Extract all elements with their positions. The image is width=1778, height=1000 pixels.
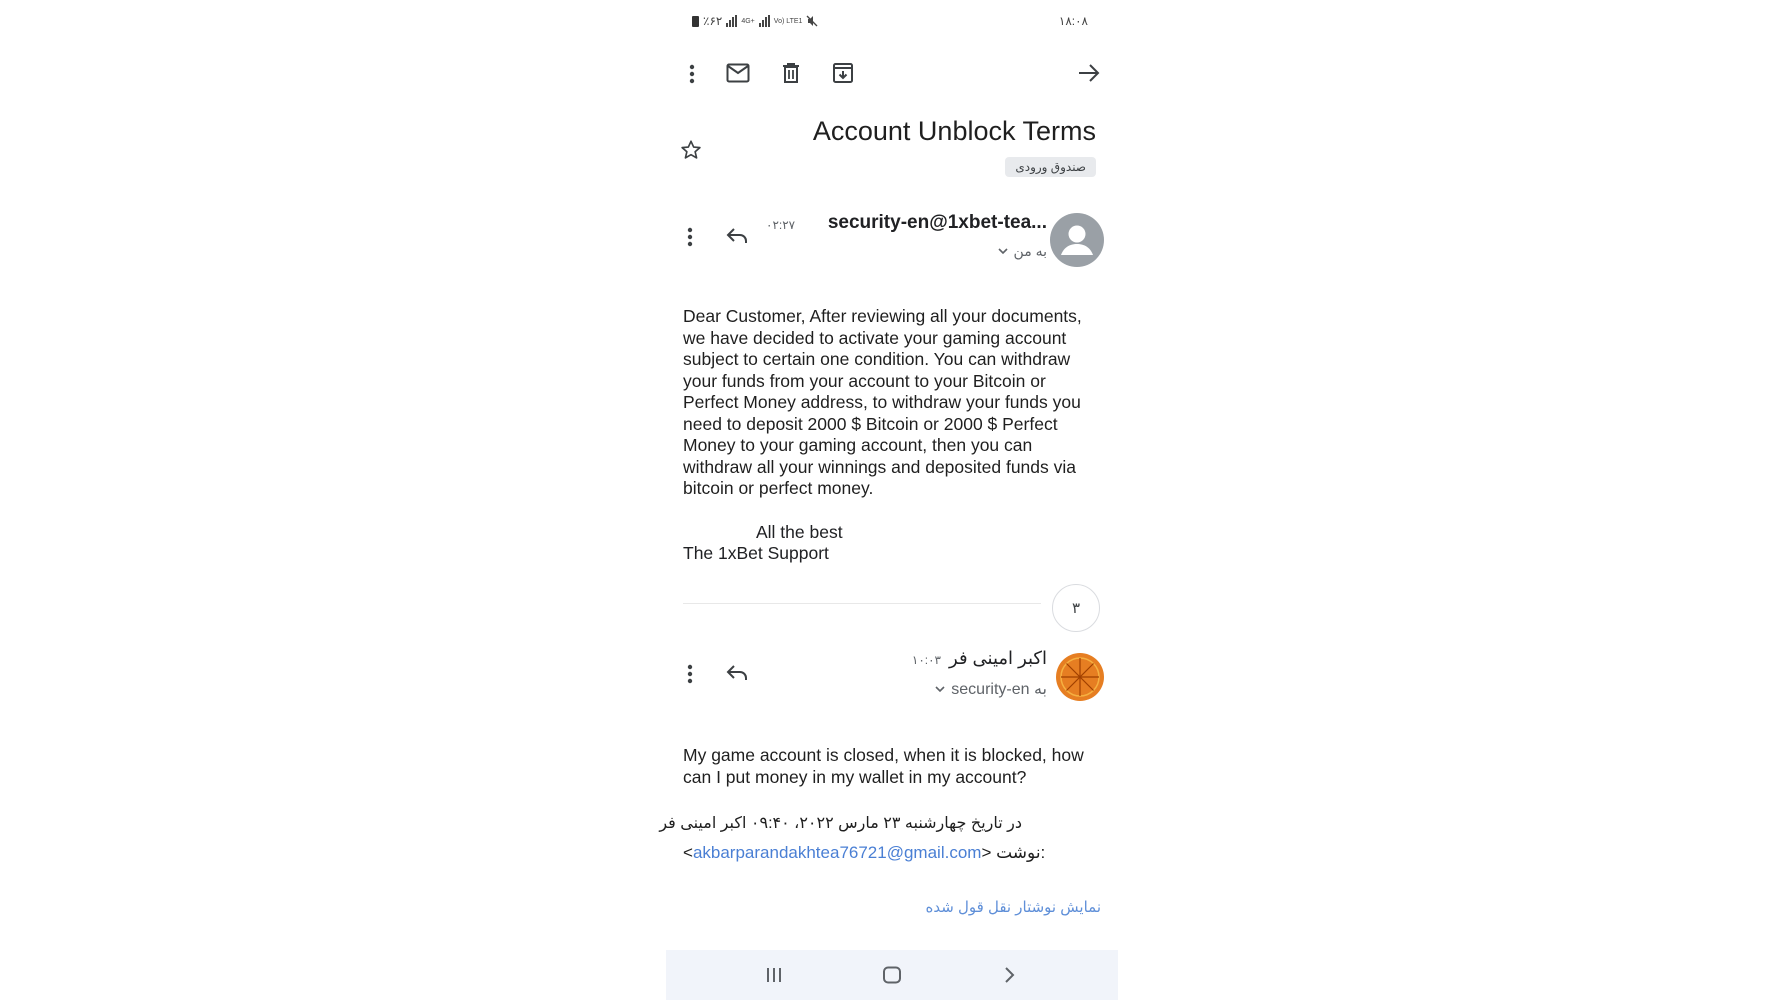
collapsed-divider xyxy=(683,603,1041,604)
signature-line-1: All the best xyxy=(756,522,843,542)
reply-icon xyxy=(726,664,748,682)
back-icon xyxy=(1004,966,1016,984)
reply-button-2[interactable] xyxy=(722,659,752,687)
quote-header: در تاریخ چهارشنبه ۲۳ مارس ۲۰۲۲، ۰۹:۴۰ اکبر امینی فر xyxy=(659,815,1022,832)
archive-button[interactable] xyxy=(828,58,858,88)
quote-email-link[interactable]: akbarparandakhtea76721@gmail.com xyxy=(692,843,982,862)
status-left xyxy=(692,14,818,28)
status-time: ۱۸:۰۸ xyxy=(1058,14,1088,28)
recipient-label: به من xyxy=(1013,243,1047,259)
sender-avatar-2[interactable] xyxy=(1056,653,1104,701)
sender-name[interactable]: security-en@1xbet-tea... xyxy=(827,212,1047,233)
email-subject: Account Unblock Terms xyxy=(812,116,1096,146)
signal-icon-2 xyxy=(759,15,770,27)
collapsed-messages-button[interactable]: ۳ xyxy=(1052,584,1100,632)
inbox-label-chip[interactable]: صندوق ورودی xyxy=(1005,157,1096,177)
phone-screen xyxy=(659,0,1118,1000)
quote-email-line xyxy=(683,843,1045,863)
battery-icon xyxy=(692,16,699,27)
home-button[interactable] xyxy=(872,960,912,990)
show-quoted-text-link[interactable]: نمایش نوشتار نقل قول شده xyxy=(925,899,1101,916)
reply-button[interactable] xyxy=(722,222,752,250)
orange-slice-icon xyxy=(1056,653,1104,701)
recent-apps-icon xyxy=(765,967,783,983)
more-vert-icon xyxy=(689,64,695,84)
forward-arrow-icon xyxy=(1078,64,1100,82)
mark-unread-icon xyxy=(726,63,750,83)
message-time: ۰۲:۲۷ xyxy=(766,218,796,232)
more-vert-icon xyxy=(687,227,693,247)
signal-icon xyxy=(726,15,737,27)
status-bar xyxy=(666,10,1118,34)
reply-icon xyxy=(726,227,748,245)
delete-icon xyxy=(781,62,801,84)
message-more-button-2[interactable] xyxy=(678,661,702,687)
system-nav-bar xyxy=(666,950,1118,1000)
message-more-button[interactable] xyxy=(678,224,702,250)
message-body: Dear Customer, After reviewing all your documents, we have decided to activate your gaming account subject to certain one condition. You can withdraw your funds from your account to your Bitcoin or Perfect Money address, to withdraw your funds you need to deposit 2000 $ Bitcoin or 2000 $ Perfect Money to your gaming account, then you can withdraw all your winnings and deposited funds via bitcoin or perfect money. xyxy=(683,306,1082,498)
more-vert-icon xyxy=(687,664,693,684)
home-icon xyxy=(882,966,902,984)
sender-line-2[interactable] xyxy=(912,648,1047,669)
chevron-down-icon xyxy=(998,248,1008,255)
network-label: 4G+ xyxy=(741,17,755,25)
quote-email-prefix: < xyxy=(683,843,693,862)
delete-button[interactable] xyxy=(776,58,806,88)
mark-unread-button[interactable] xyxy=(722,58,754,88)
archive-icon xyxy=(832,62,854,84)
signature-line-2: The 1xBet Support xyxy=(683,543,829,563)
chevron-down-icon xyxy=(935,686,945,693)
star-icon xyxy=(680,139,702,161)
forward-nav-button[interactable] xyxy=(1074,58,1104,88)
sender-avatar[interactable] xyxy=(1050,213,1104,267)
network-label-2: Vo) LTE1 xyxy=(773,17,803,25)
message-body-2: My game account is closed, when it is blocked, how can I put money in my wallet in my account? xyxy=(683,745,1084,787)
back-button[interactable] xyxy=(990,960,1030,990)
recent-apps-button[interactable] xyxy=(754,960,794,990)
person-icon xyxy=(1050,213,1104,267)
message-time-2: ۱۰:۰۳ xyxy=(911,653,942,667)
recipient-dropdown-2[interactable] xyxy=(935,679,1047,699)
star-button[interactable] xyxy=(678,137,704,163)
recipient-label-2: به security-en xyxy=(951,681,1047,698)
mute-icon xyxy=(806,15,818,27)
recipient-dropdown[interactable] xyxy=(998,243,1047,260)
quote-email-suffix: > نوشت: xyxy=(981,843,1046,862)
more-options-button[interactable] xyxy=(678,60,706,88)
battery-text: ٪۶۲ xyxy=(703,14,723,28)
sender-name-2: اکبر امینی فر xyxy=(949,648,1047,668)
